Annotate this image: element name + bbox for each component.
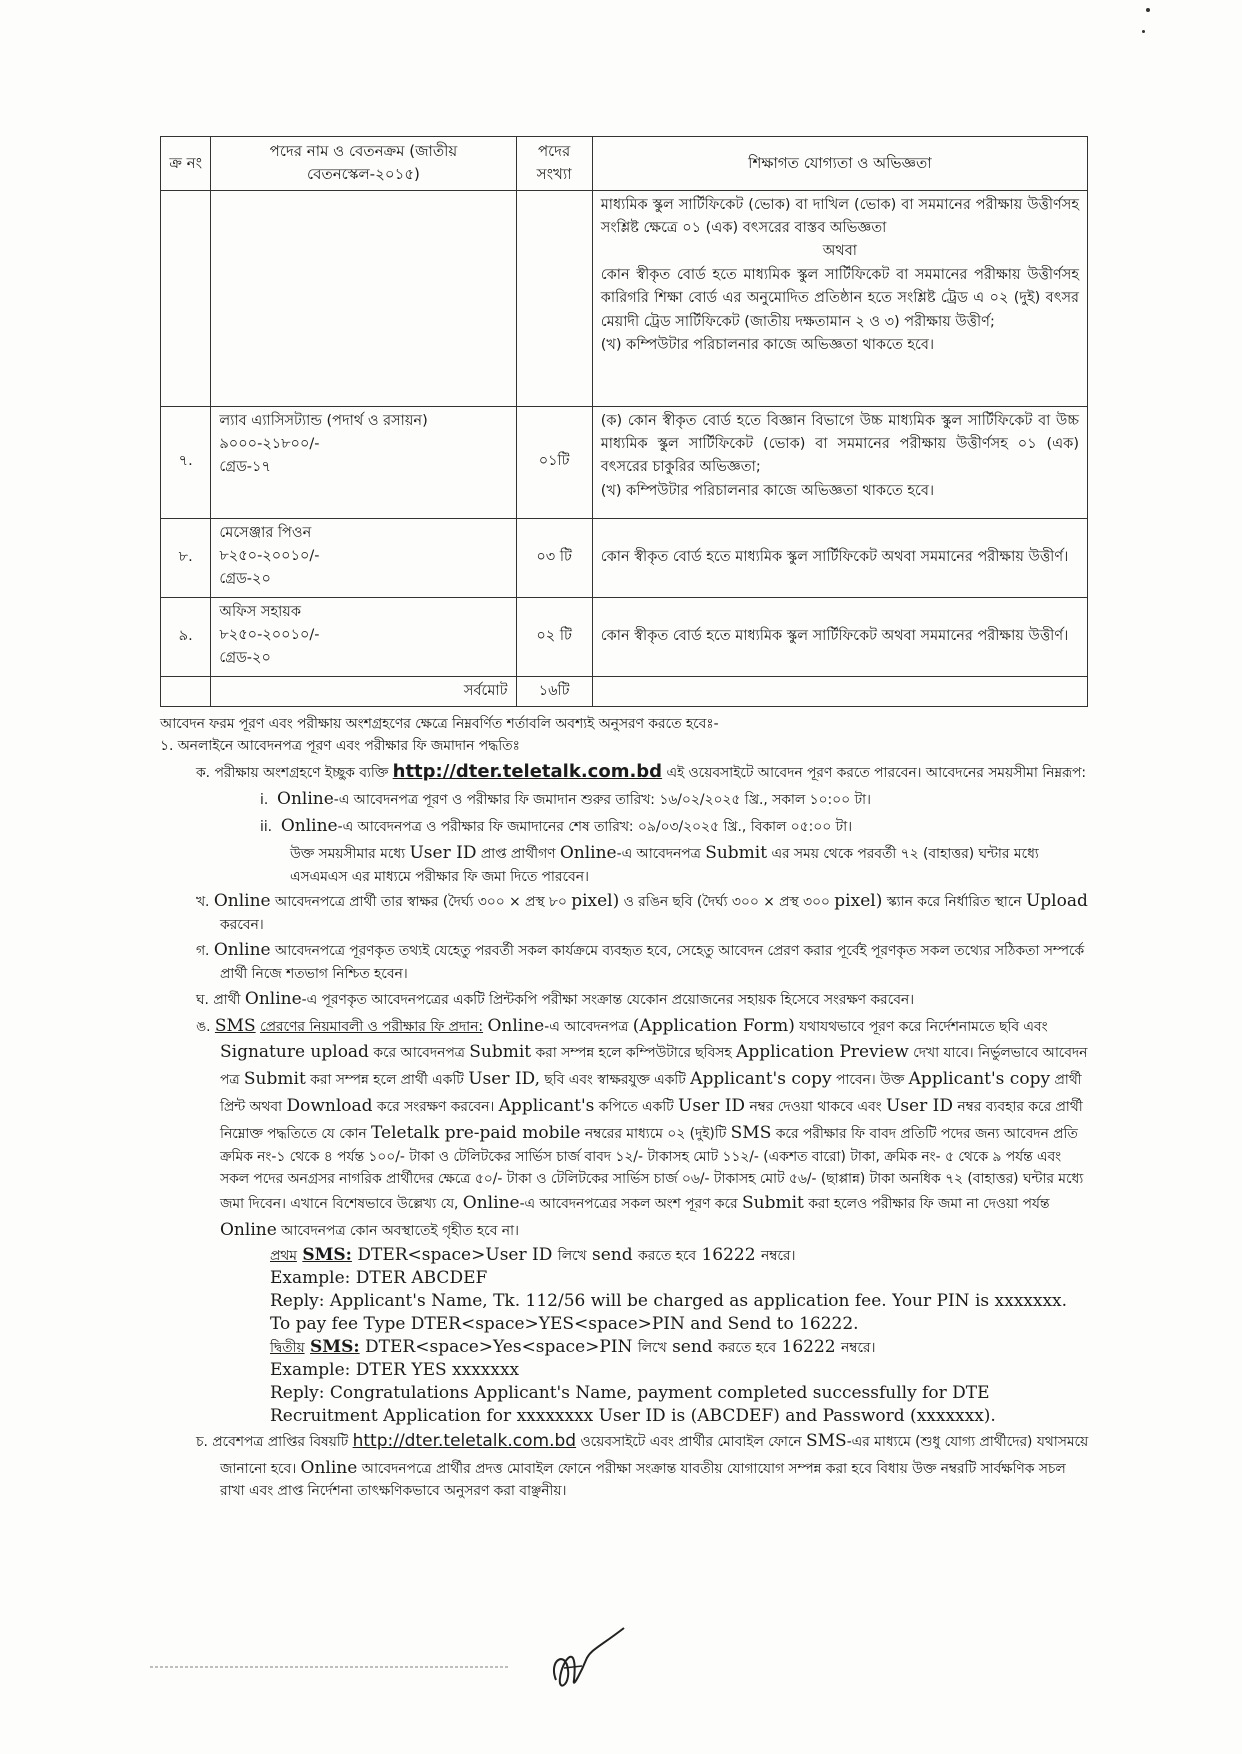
first-sms-line: প্রথম SMS: DTER<space>User ID লিখে send করতে হবে 16222 নম্বরে। [270,1245,796,1266]
scan-speck [1142,30,1145,33]
qualification-text: কোন স্বীকৃত বোর্ড হতে মাধ্যমিক স্কুল সার্টিফিকেট বা সমমানের পরীক্ষায় উত্তীর্ণসহ কারিগরি শিক্ষা বোর্ড এর অনুমোদিত প্রতিষ্ঠান হতে সংশ্লিষ্ট ট্রেড এ ০২ (দুই) বৎসর মেয়াদী ট্রেড সার্টিফিকেট (জাতীয় দক্ষতামান ২ ও ৩) পরীক্ষায় উত্তীর্ণ; [600,266,1079,330]
intro-text: আবেদন ফরম পূরণ এবং পরীক্ষায় অংশগ্রহণের ক্ষেত্রে নিম্নবর্ণিত শর্তাবলি অবশ্যই অনুসরণ করতে হবেঃ- [160,716,719,732]
posts-table [160,136,1088,707]
list-item: খ. Online আবেদনপত্রে প্রার্থী তার স্বাক্ষর (দৈর্ঘ্য ৩০০ × প্রস্থ ৮০ pixel) ও রঙিন ছবি (দৈর্ঘ্য ৩০০ × প্রস্থ ৩০০ pixel) স্ক্যান করে নির্ধারিত স্থানে Upload করবেন। [196,891,1088,934]
pay-scale: ৮২৫০-২০০১০/- [219,547,320,564]
count-cell: ০২ টি [516,597,592,676]
website-link[interactable]: http://dter.teletalk.com.bd [352,1430,577,1451]
table-row [161,518,1088,597]
or-text: অথবা [822,243,857,260]
count-cell: ০১টি [516,406,592,518]
list-item: ঙ. SMS প্রেরণের নিয়মাবলী ও পরীক্ষার ফি প্রদান: Online-এ আবেদনপত্র (Application Form) যথাযথভাবে পূরণ করে নির্দেশনামতে ছবি এবং Signature upload করে আবেদনপত্র Submit করা সম্পন্ন হলে কম্পিউটারে ছবিসহ Application Preview দেখা যাবে। নির্ভুলভাবে আবেদন পত্র Submit করা সম্পন্ন হলে প্রার্থী একটি User ID, ছবি এবং স্বাক্ষরযুক্ত একটি Applicant's copy পাবেন। উক্ত Applicant's copy প্রার্থী প্রিন্ট অথবা Download করে সংরক্ষণ করবেন। Applicant's কপিতে একটি User ID নম্বর দেওয়া থাকবে এবং User ID নম্বর ব্যবহার করে প্রার্থী নিম্নোক্ত পদ্ধতিতে যে কোন Teletalk pre-paid mobile নম্বরের মাধ্যমে ০২ (দুই)টি SMS করে পরীক্ষার ফি বাবদ প্রতিটি পদের জন্য আবেদন প্রতি ক্রমিক নং-১ থেকে ৪ পর্যন্ত ১০০/- টাকা ও টেলিটকের সার্ভিস চার্জ বাবদ ১২/- টাকাসহ মোট ১১২/- (একশত বারো) টাকা, ক্রমিক নং- ৫ থেকে ৯ পর্যন্ত এবং সকল পদের অনগ্রসর নাগরিক প্রার্থীদের ক্ষেত্রে ৫০/- টাকা ও টেলিটকের সার্ভিস চার্জ ০৬/- টাকাসহ মোট ৫৬/- (ছাপ্পান্ন) টাকা অনধিক ৭২ (বাহাত্তর) ঘন্টার মধ্যে জমা দিবেন। এখানে বিশেষভাবে উল্লেখ্য যে, Online-এ আবেদনপত্রের সকল অংশ পূরণ করে Submit করা হলেও পরীক্ষার ফি জমা না দেওয়া পর্যন্ত Online আবেদনপত্র কোন অবস্থাতেই গৃহীত হবে না। [196,1015,1088,1241]
qualification-text: (খ) কম্পিউটার পরিচালনার কাজে অভিজ্ঞতা থাকতে হবে। [600,482,935,499]
table-row [161,190,1088,406]
qualification-cell [592,518,1087,597]
header-post-name: পদের নাম ও বেতনক্রম (জাতীয় বেতনস্কেল-২০১৫) [211,137,516,191]
post-name: অফিস সহায়ক [219,603,301,620]
list-item: গ. Online আবেদনপত্রে পূরণকৃত তথ্যই যেহেতু পরবর্তী সকল কার্যক্রমে ব্যবহৃত হবে, সেহেতু আবেদন প্রেরণ করার পূর্বেই পূরণকৃত সকল তথ্যের সঠিকতা সম্পর্কে প্রার্থী নিজে শতভাগ নিশ্চিত হবেন। [196,940,1085,982]
total-value: ১৬টি [516,676,592,706]
qualification-text: (খ) কম্পিউটার পরিচালনার কাজে অভিজ্ঞতা থাকতে হবে। [600,337,935,354]
sms-instructions [160,1244,1090,1428]
qualification-cell [592,406,1087,518]
qualification-cell [592,190,1087,406]
grade: গ্রেড-২০ [219,571,271,588]
pay-fee-line: To pay fee Type DTER<space>YES<space>PIN and Send to 16222. [270,1314,859,1334]
table-row [161,406,1088,518]
post-name-cell [211,406,516,518]
list-item-note: উক্ত সময়সীমার মধ্যে User ID প্রাপ্ত প্রার্থীগণ Online-এ আবেদনপত্র Submit এর সময় থেকে পরবর্তী ৭২ (বাহাত্তর) ঘন্টার মধ্যে এসএমএস এর মাধ্যমে পরীক্ষার ফি জমা দিতে পারবেন। [290,842,1039,885]
post-name-cell [211,518,516,597]
qualification-text: কোন স্বীকৃত বোর্ড হতে মাধ্যমিক স্কুল সার্টিফিকেট অথবা সমমানের পরীক্ষায় উত্তীর্ণ। [600,627,1069,644]
grade: গ্রেড-২০ [219,650,271,667]
footer-faint-line [150,1664,510,1670]
qualification-text: কোন স্বীকৃত বোর্ড হতে মাধ্যমিক স্কুল সার্টিফিকেট অথবা সমমানের পরীক্ষায় উত্তীর্ণ। [600,548,1069,565]
total-row [161,676,1088,706]
list-item: ক. পরীক্ষায় অংশগ্রহণে ইচ্ছুক ব্যক্তি http://dter.teletalk.com.bd এই ওয়েবসাইটে আবেদন পূরণ করতে পারবেন। আবেদনের সময়সীমা নিম্নরূপ: [196,760,1087,782]
reply-line: Reply: Congratulations Applicant's Name, payment completed successfully for DTE Recruitment Application for xxxxxxxx User ID is (ABCDEF) and Password (xxxxxxx). [270,1382,996,1426]
header-serial: ক্র নং [161,137,211,191]
second-sms-line: দ্বিতীয় SMS: DTER<space>Yes<space>PIN লিখে send করতে হবে 16222 নম্বরে। [270,1336,876,1357]
pay-scale: ৮২৫০-২০০১০/- [219,626,320,643]
total-label: সর্বমোট [211,676,516,706]
qualification-text: (ক) কোন স্বীকৃত বোর্ড হতে বিজ্ঞান বিভাগে উচ্চ মাধ্যমিক স্কুল সার্টিফিকেট বা উচ্চ মাধ্যমিক স্কুল সার্টিফিকেট (ভোক) বা সমমানের পরীক্ষায় উত্তীর্ণসহ ০১ (এক) বৎসরের চাকুরির অভিজ্ঞতা; [600,412,1079,476]
header-count: পদের সংখ্যা [516,137,592,191]
header-qualification: শিক্ষাগত যোগ্যতা ও অভিজ্ঞতা [592,137,1087,191]
scan-speck [1146,8,1150,12]
qualification-cell [592,597,1087,676]
instructions [160,714,1090,1503]
qualification-text: মাধ্যমিক স্কুল সার্টিফিকেট (ভোক) বা দাখিল (ভোক) বা সমমানের পরীক্ষায় উত্তীর্ণসহ সংশ্লিষ্ট ক্ষেত্রে ০১ (এক) বৎসরের বাস্তব অভিজ্ঞতা [600,196,1079,236]
reply-line: Reply: Applicant's Name, Tk. 112/56 will be charged as application fee. Your PIN is xxxxxxx. [270,1291,1068,1312]
post-name-cell [211,597,516,676]
example-line: Example: DTER ABCDEF [270,1268,488,1289]
table-row [161,597,1088,676]
serial-cell: ৭. [161,406,211,518]
list-item: i. Online-এ আবেদনপত্র পূরণ ও পরীক্ষার ফি জমাদান শুরুর তারিখ: ১৬/০২/২০২৫ খ্রি., সকাল ১০:০০ টা। [260,789,871,810]
pay-scale: ৯০০০-২১৮০০/- [219,435,320,452]
section-title: ১. অনলাইনে আবেদনপত্র পূরণ এবং পরীক্ষার ফি জমাদান পদ্ধতিঃ [160,737,520,754]
list-item: ii. Online-এ আবেদনপত্র ও পরীক্ষার ফি জমাদানের শেষ তারিখ: ০৯/০৩/২০২৫ খ্রি., বিকাল ০৫:০০ টা। [260,815,853,836]
table-header-row [161,137,1088,191]
grade: গ্রেড-১৭ [219,459,271,476]
example-line: Example: DTER YES xxxxxxx [270,1359,520,1380]
list-item: ঘ. প্রার্থী Online-এ পূরণকৃত আবেদনপত্রের একটি প্রিন্টকপি পরীক্ষা সংক্রান্ত যেকোন প্রয়োজনের সহায়ক হিসেবে সংরক্ষণ করবেন। [196,988,915,1009]
post-name: মেসেঞ্জার পিওন [219,524,312,541]
count-cell: ০৩ টি [516,518,592,597]
serial-cell: ৮. [161,518,211,597]
website-link[interactable]: http://dter.teletalk.com.bd [392,760,663,782]
serial-cell: ৯. [161,597,211,676]
signature-icon [538,1620,628,1700]
post-name: ল্যাব এ্যাসিসট্যান্ড (পদার্থ ও রসায়ন) [219,412,428,429]
list-item: চ. প্রবেশপত্র প্রাপ্তির বিষয়টি http://dter.teletalk.com.bd ওয়েবসাইটে এবং প্রার্থীর মোবাইল ফোনে SMS-এর মাধ্যমে (শুধু যোগ্য প্রার্থীদের) যথাসময়ে জানানো হবে। Online আবেদনপত্রে প্রার্থীর প্রদত্ত মোবাইল ফোনে পরীক্ষা সংক্রান্ত যাবতীয় যোগাযোগ সম্পন্ন করা হবে বিধায় উক্ত নম্বরটি সার্বক্ষণিক সচল রাখা এবং প্রাপ্ত নির্দেশনা তাৎক্ষণিকভাবে অনুসরণ করা বাঞ্ছনীয়। [196,1430,1089,1500]
